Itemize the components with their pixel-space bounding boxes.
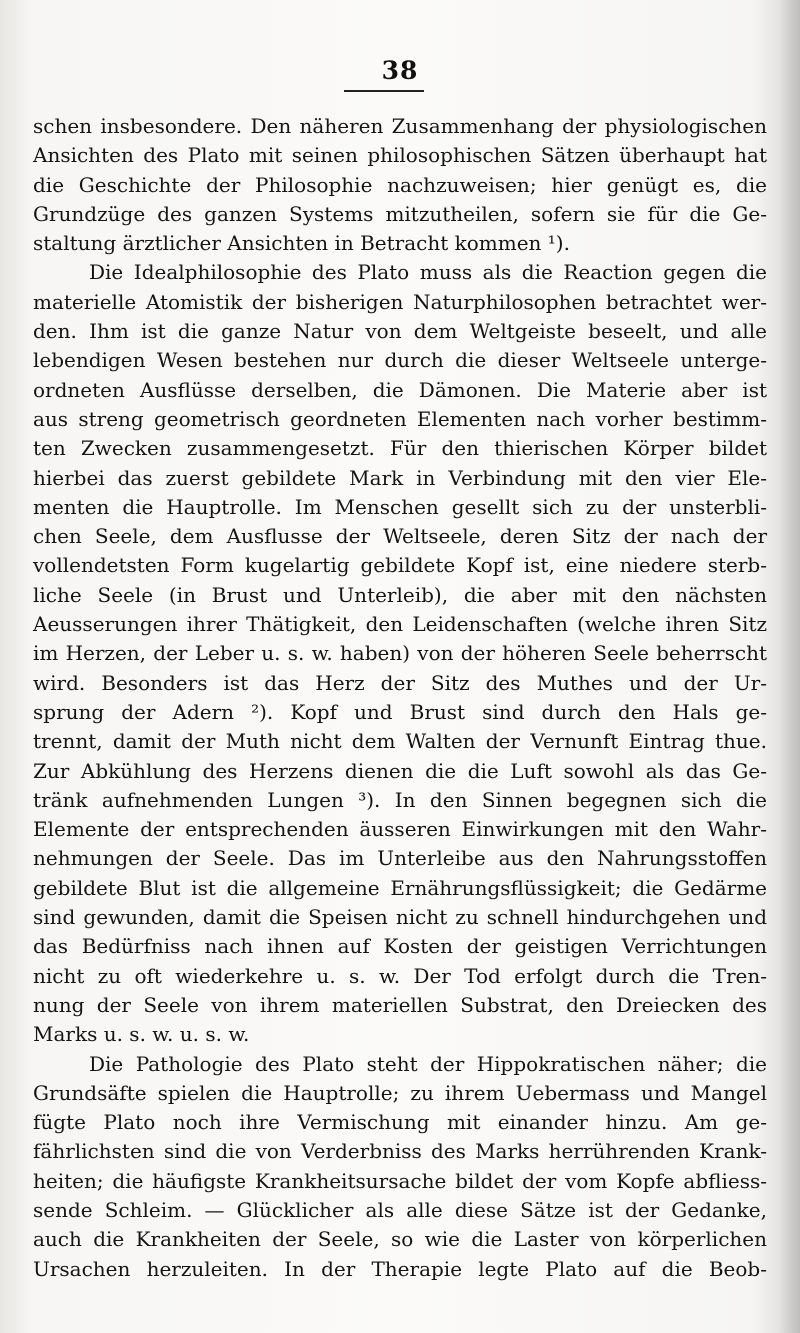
text-line: schen insbesondere. Den näheren Zusammenhang der physiologischen (33, 114, 767, 138)
text-line: sind gewunden, damit die Speisen nicht zu schnell hindurchgehen und (33, 905, 767, 930)
text-line: chen Seele, dem Ausflusse der Weltseele, deren Sitz der nach der (33, 524, 767, 549)
text-line: menten die Hauptrolle. Im Menschen gesellt sich zu der unsterbli- (33, 494, 767, 519)
text-line: wird. Besonders ist das Herz der Sitz des Muthes und der Ur- (33, 670, 767, 695)
text-line: im Herzen, der Leber u. s. w. haben) von der höheren Seele beherrscht (33, 641, 767, 666)
header-rule (344, 90, 424, 92)
text-line: Die Idealphilosophie des Plato muss als die Reaction gegen die (89, 260, 767, 285)
text-line: Zur Abkühlung des Herzens dienen die die Luft sowohl als das Ge- (33, 758, 767, 783)
text-line: nung der Seele von ihrem materiellen Substrat, den Dreiecken des (33, 992, 767, 1017)
page-edge-shadow (778, 0, 800, 1333)
text-line: Die Pathologie des Plato steht der Hippokratischen näher; die (89, 1051, 767, 1076)
text-line: trennt, damit der Muth nicht dem Walten der Vernunft Eintrag thue. (33, 729, 767, 754)
text-line: ten Zwecken zusammengesetzt. Für den thierischen Körper bildet (33, 436, 767, 461)
text-line: die Geschichte der Philosophie nachzuweisen; hier genügt es, die (33, 172, 767, 197)
text-line: liche Seele (in Brust und Unterleib), die aber mit den nächsten (33, 582, 767, 607)
text-line: den. Ihm ist die ganze Natur von dem Weltgeiste beseelt, und alle (33, 319, 767, 344)
text-line: fügte Plato noch ihre Vermischung mit einander hinzu. Am ge- (33, 1110, 767, 1135)
text-line: heiten; die häufigste Krankheitsursache bildet der vom Kopfe abfliess- (33, 1168, 767, 1193)
text-line: nehmungen der Seele. Das im Unterleibe aus den Nahrungsstoffen (33, 846, 767, 871)
text-line: ordneten Ausflüsse derselben, die Dämonen. Die Materie aber ist (33, 377, 767, 402)
text-line: materielle Atomistik der bisherigen Naturphilosophen betrachtet wer- (33, 289, 767, 314)
text-line: Marks u. s. w. u. s. w. (33, 1022, 250, 1047)
text-line: Grundsäfte spielen die Hauptrolle; zu ihrem Uebermass und Mangel (33, 1080, 767, 1105)
text-line: aus streng geometrisch geordneten Elementen nach vorher bestimm- (33, 406, 767, 431)
text-line: Grundzüge des ganzen Systems mitzutheilen, sofern sie für die Ge- (33, 201, 767, 226)
text-line: sende Schleim. — Glücklicher als alle diese Sätze ist der Gedanke, (33, 1197, 767, 1222)
text-line: Elemente der entsprechenden äusseren Einwirkungen mit den Wahr- (33, 817, 767, 842)
text-line: gebildete Blut ist die allgemeine Ernährungsflüssigkeit; die Gedärme (33, 875, 767, 900)
text-line: fährlichsten sind die von Verderbniss des Marks herrührenden Krank- (33, 1139, 767, 1164)
text-line: lebendigen Wesen bestehen nur durch die dieser Weltseele unterge- (33, 348, 767, 373)
text-line: Ansichten des Plato mit seinen philosophischen Sätzen überhaupt hat (33, 143, 767, 168)
text-line: auch die Krankheiten der Seele, so wie die Laster von körperlichen (33, 1227, 767, 1252)
body-text (33, 112, 767, 1284)
text-line: Aeusserungen ihrer Thätigkeit, den Leidenschaften (welche ihren Sitz (33, 612, 767, 637)
text-line: tränk aufnehmenden Lungen ³). In den Sinnen begegnen sich die (33, 787, 767, 812)
text-line: nicht zu oft wiederkehre u. s. w. Der Tod erfolgt durch die Tren- (33, 963, 767, 988)
page-number: 38 (381, 56, 419, 85)
text-line: hierbei das zuerst gebildete Mark in Verbindung mit den vier Ele- (33, 465, 767, 490)
text-line: staltung ärztlicher Ansichten in Betracht kommen ¹). (33, 231, 570, 256)
text-line: das Bedürfniss nach ihnen auf Kosten der geistigen Verrichtungen (33, 934, 767, 959)
text-line: Ursachen herzuleiten. In der Therapie legte Plato auf die Beob- (33, 1256, 767, 1281)
text-line: sprung der Adern ²). Kopf und Brust sind durch den Hals ge- (33, 699, 767, 724)
text-line: vollendetsten Form kugelartig gebildete Kopf ist, eine niedere sterb- (33, 553, 767, 578)
